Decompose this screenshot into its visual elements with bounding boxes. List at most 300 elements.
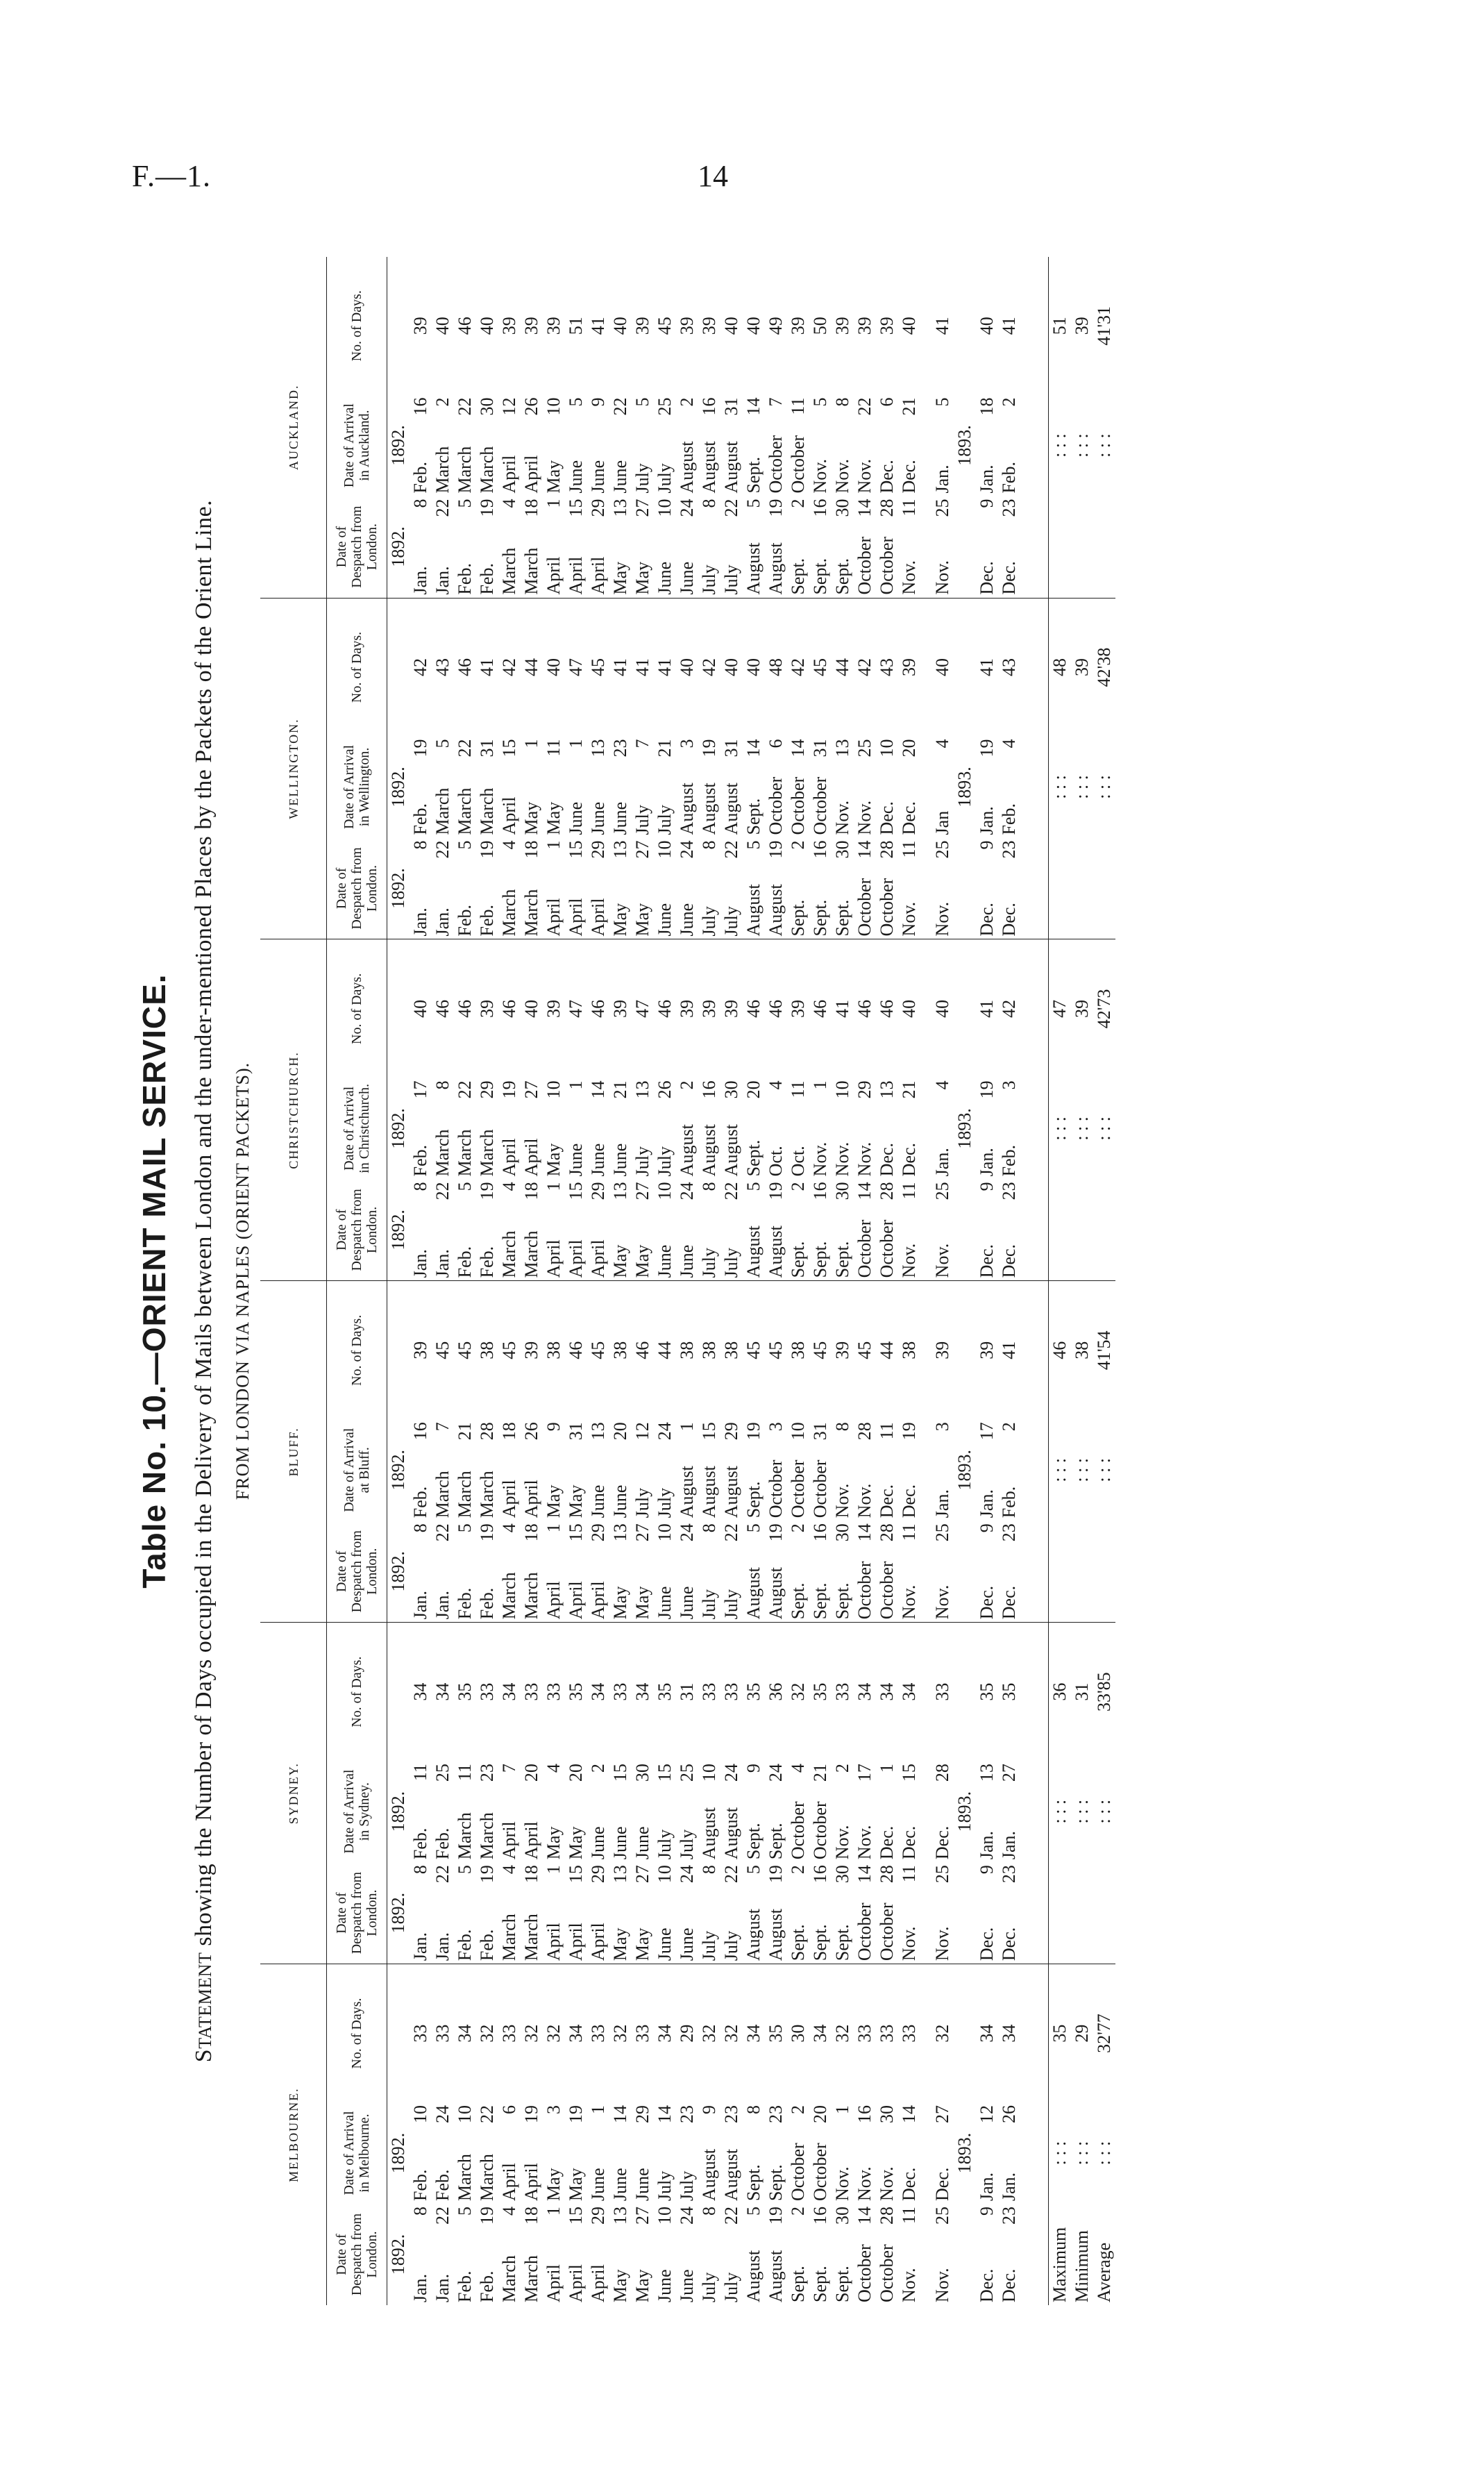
days-value: 38 xyxy=(787,1281,809,1419)
despatch-month: Sept. xyxy=(832,1241,852,1278)
days-value: 41 xyxy=(476,598,498,736)
despatch-month: Jan. xyxy=(432,1249,453,1278)
arrival-month: Jan. xyxy=(977,1148,997,1177)
arrival-day: 6 xyxy=(877,397,897,407)
despatch-month: Sept. xyxy=(788,1582,808,1620)
empty-cell xyxy=(1093,1862,1115,1894)
arrival-day: 11 xyxy=(543,739,564,757)
arrival-month: Feb. xyxy=(999,803,1019,835)
table-row xyxy=(720,257,743,2305)
despatch-day: 5 xyxy=(455,1523,475,1533)
despatch-day: 19 xyxy=(477,2207,497,2225)
despatch-month: Feb. xyxy=(477,2270,497,2302)
despatch-month: April xyxy=(588,898,608,937)
arrival-day: 2 xyxy=(999,1422,1019,1432)
arrival-column-header: Date of Arrival in Auckland. xyxy=(327,395,387,496)
despatch-month: April xyxy=(543,556,564,595)
despatch-day: 23 xyxy=(999,1182,1019,1200)
arrival-month: July xyxy=(655,1146,675,1177)
despatch-month: Jan. xyxy=(410,907,430,937)
days-value: 33 xyxy=(587,1964,609,2102)
days-value: 34 xyxy=(898,1623,920,1761)
summary-value: 41'54 xyxy=(1093,1281,1115,1419)
summary-value: 36 xyxy=(1049,1623,1072,1761)
empty-cell xyxy=(1093,1179,1115,1211)
route-caption: FROM LONDON VIA NAPLES (ORIENT PACKETS). xyxy=(233,1062,253,1500)
days-value: 40 xyxy=(676,598,698,736)
empty-cell xyxy=(1071,869,1093,939)
despatch-day: 24 xyxy=(677,1182,697,1200)
arrival-day: 9 xyxy=(743,1764,764,1773)
table-row xyxy=(832,257,854,2305)
table-row xyxy=(765,257,787,2305)
despatch-day: 19 xyxy=(477,840,497,859)
days-value: 40 xyxy=(477,317,497,335)
days-value: 40 xyxy=(521,939,543,1078)
arrival-day: 22 xyxy=(854,397,875,416)
days-cell-empty xyxy=(387,939,410,1078)
arrival-month: Nov. xyxy=(832,458,852,494)
despatch-day: 15 xyxy=(566,1182,586,1200)
despatch-day: 24 xyxy=(677,499,697,517)
despatch-day: 9 xyxy=(977,2207,997,2216)
despatch-day: 27 xyxy=(632,1865,652,1884)
days-value: 39 xyxy=(410,317,430,335)
row-gap xyxy=(920,257,931,2305)
arrival-column-header: Date of Arrival in Wellington. xyxy=(327,736,387,837)
despatch-month: April xyxy=(566,2264,586,2302)
despatch-day: 19 xyxy=(766,1865,786,1884)
summary-value: 32'77 xyxy=(1093,1964,1115,2102)
arrival-month: Feb. xyxy=(410,1827,430,1860)
arrival-month: Dec. xyxy=(899,2167,919,2201)
despatch-month: March xyxy=(499,889,519,937)
arrival-month: April xyxy=(521,1480,541,1518)
despatch-day: 8 xyxy=(410,499,430,508)
days-value: 39 xyxy=(787,939,809,1078)
arrival-month: March xyxy=(455,787,475,835)
gap-cell xyxy=(920,1521,931,1553)
days-value: 32 xyxy=(476,1964,498,2102)
summary-row xyxy=(1071,257,1093,2305)
despatch-month: March xyxy=(521,2255,541,2302)
arrival-day: 7 xyxy=(499,1764,519,1773)
despatch-day: 24 xyxy=(677,1523,697,1542)
days-value: 48 xyxy=(765,598,787,736)
arrival-day: 31 xyxy=(566,1422,586,1441)
despatch-day: 5 xyxy=(743,840,764,850)
despatch-day: 28 xyxy=(877,499,897,517)
despatch-day: 25 xyxy=(932,2207,952,2225)
despatch-day: 19 xyxy=(766,499,786,517)
days-value: 33 xyxy=(698,1623,720,1761)
despatch-day: 8 xyxy=(699,840,719,850)
days-value: 32 xyxy=(787,1623,809,1761)
despatch-day: 18 xyxy=(521,2207,541,2225)
despatch-month: October xyxy=(854,1219,875,1278)
summary-value: 38 xyxy=(1071,1281,1093,1419)
despatch-month: Nov. xyxy=(932,1584,952,1620)
arrival-day: 15 xyxy=(699,1422,719,1441)
despatch-month: May xyxy=(610,1586,630,1620)
spacer-cell xyxy=(1020,939,1049,1078)
arrival-month: Sept. xyxy=(743,1481,764,1518)
arrival-month: Sept. xyxy=(743,2164,764,2201)
days-value: 39 xyxy=(410,1281,432,1419)
despatch-day: 2 xyxy=(788,2207,808,2216)
despatch-month: Sept. xyxy=(832,899,852,937)
days-value: 33 xyxy=(432,1964,454,2102)
empty-cell xyxy=(1049,496,1072,528)
summary-value: 48 xyxy=(1049,598,1072,736)
arrival-month: Nov. xyxy=(832,1483,852,1518)
arrival-month: April xyxy=(521,1821,541,1860)
arrival-month: June xyxy=(566,460,586,494)
page-number: 14 xyxy=(698,159,728,193)
arrival-month: Nov. xyxy=(854,458,875,494)
despatch-month: Nov. xyxy=(932,1243,952,1278)
arrival-day: 21 xyxy=(455,1422,475,1441)
summary-dots: : : : xyxy=(1072,1116,1092,1141)
arrival-month: Jan xyxy=(932,810,952,835)
days-value: 39 xyxy=(677,317,697,335)
days-value: 45 xyxy=(454,1281,476,1419)
gap-cell xyxy=(920,1211,931,1281)
despatch-month: Sept. xyxy=(832,1582,852,1620)
summary-value: 29 xyxy=(1071,1964,1093,2102)
arrival-day: 19 xyxy=(899,1422,919,1441)
arrival-month: June xyxy=(588,1143,608,1177)
despatch-month: July xyxy=(721,2272,741,2302)
days-value: 34 xyxy=(498,1623,521,1761)
arrival-day: 20 xyxy=(743,1080,764,1099)
arrival-month: June xyxy=(588,801,608,835)
despatch-day: 23 xyxy=(999,840,1019,859)
despatch-month: July xyxy=(721,1589,741,1620)
days-value: 46 xyxy=(498,939,521,1078)
days-value: 45 xyxy=(809,598,832,736)
days-value: 35 xyxy=(454,1623,476,1761)
empty-cell xyxy=(1093,837,1115,869)
despatch-day: 25 xyxy=(932,499,952,517)
despatch-day: 8 xyxy=(699,499,719,508)
despatch-day: 27 xyxy=(632,2207,652,2225)
gap-cell xyxy=(920,1281,931,1419)
empty-cell xyxy=(1093,1211,1115,1281)
despatch-day: 19 xyxy=(766,1182,786,1200)
arrival-month: June xyxy=(632,2168,652,2201)
days-value: 41 xyxy=(932,317,952,335)
empty-cell xyxy=(1049,1553,1072,1623)
arrival-day: 16 xyxy=(699,1080,719,1099)
arrival-day: 5 xyxy=(632,397,652,407)
arrival-month: June xyxy=(610,1484,630,1518)
arrival-month: June xyxy=(588,460,608,494)
despatch-month: July xyxy=(699,1589,719,1620)
despatch-day: 14 xyxy=(854,840,875,859)
despatch-month: Sept. xyxy=(788,899,808,937)
arrival-month: May xyxy=(543,1484,564,1518)
arrival-month: Dec. xyxy=(932,2167,952,2201)
arrival-day: 31 xyxy=(810,1422,830,1441)
arrival-day: 4 xyxy=(932,1080,952,1090)
arrival-day: 29 xyxy=(477,1080,497,1099)
arrival-day: 21 xyxy=(610,1080,630,1099)
empty-cell xyxy=(1049,837,1072,869)
arrival-day: 13 xyxy=(588,1422,608,1441)
arrival-month: Jan. xyxy=(977,1830,997,1860)
despatch-day: 27 xyxy=(632,1182,652,1200)
year-label: 1892. xyxy=(388,1550,408,1592)
despatch-day: 10 xyxy=(655,1865,675,1884)
days-value: 33 xyxy=(476,1623,498,1761)
year-label: 1892. xyxy=(388,767,408,808)
arrival-day: 15 xyxy=(655,1764,675,1782)
despatch-day: 9 xyxy=(977,1865,997,1875)
days-value: 36 xyxy=(765,1623,787,1761)
arrival-month: Feb. xyxy=(410,462,430,494)
arrival-month: Nov. xyxy=(854,800,875,835)
arrival-month: June xyxy=(610,460,630,494)
summary-dots: : : : xyxy=(1049,736,1072,837)
days-value: 34 xyxy=(854,1623,876,1761)
despatch-day: 18 xyxy=(521,1865,541,1884)
arrival-day: 3 xyxy=(677,739,697,748)
arrival-day: 14 xyxy=(610,2105,630,2123)
despatch-day: 5 xyxy=(455,499,475,508)
gap-cell xyxy=(920,2236,931,2305)
days-value: 39 xyxy=(632,317,652,335)
arrival-month: April xyxy=(499,1138,519,1177)
arrival-day: 9 xyxy=(699,2105,719,2114)
despatch-day: 19 xyxy=(766,2207,786,2225)
summary-dots: : : : xyxy=(1072,1799,1092,1824)
empty-cell xyxy=(1071,528,1093,599)
arrival-day: 14 xyxy=(788,739,808,758)
spacer-cell xyxy=(1020,1419,1049,1451)
despatch-day: 22 xyxy=(432,2207,453,2225)
despatch-day: 9 xyxy=(977,1523,997,1533)
despatch-day: 2 xyxy=(788,1523,808,1533)
arrival-month: June xyxy=(588,2168,608,2201)
summary-dots: : : : xyxy=(1072,2141,1092,2166)
empty-cell xyxy=(954,837,976,869)
arrival-month: July xyxy=(677,1829,697,1860)
arrival-day: 2 xyxy=(677,397,697,407)
days-value: 34 xyxy=(809,1964,832,2102)
days-value: 45 xyxy=(854,1281,876,1419)
days-column-header: No. of Days. xyxy=(327,257,387,395)
despatch-day: 22 xyxy=(721,2207,741,2225)
days-value: 39 xyxy=(609,939,632,1078)
arrival-day: 1 xyxy=(566,739,586,748)
arrival-day: 1 xyxy=(521,739,541,748)
despatch-day: 15 xyxy=(566,1865,586,1884)
despatch-day: 9 xyxy=(977,1182,997,1191)
arrival-month: Sept. xyxy=(766,1823,786,1860)
summary-dots: : : : xyxy=(1094,433,1114,458)
arrival-day: 11 xyxy=(877,1422,897,1440)
arrival-month: August xyxy=(677,1124,697,1177)
despatch-day: 11 xyxy=(899,840,919,858)
arrival-day: 23 xyxy=(610,739,630,758)
despatch-month: Jan. xyxy=(432,566,453,595)
days-value: 38 xyxy=(698,1281,720,1419)
despatch-day: 14 xyxy=(854,2207,875,2225)
days-column-header: No. of Days. xyxy=(327,1623,387,1761)
arrival-day: 29 xyxy=(721,1422,741,1441)
gap-cell xyxy=(920,869,931,939)
arrival-day: 23 xyxy=(766,2105,786,2123)
arrival-month: Jan. xyxy=(932,1148,952,1177)
despatch-month: Feb. xyxy=(455,1246,475,1278)
days-cell-empty xyxy=(387,598,410,736)
days-value: 32 xyxy=(832,1964,854,2102)
summary-dots: : : : xyxy=(1094,1116,1114,1141)
days-cell-empty xyxy=(954,1623,976,1761)
arrival-day: 10 xyxy=(543,397,564,416)
days-value: 39 xyxy=(698,939,720,1078)
days-value: 46 xyxy=(876,939,898,1078)
despatch-month: April xyxy=(566,556,586,595)
region-header: CHRISTCHURCH. xyxy=(260,939,327,1281)
despatch-day: 29 xyxy=(588,1865,608,1884)
arrival-day: 29 xyxy=(632,2105,652,2123)
spacer-cell xyxy=(1020,1894,1049,1964)
arrival-day: 31 xyxy=(477,739,497,758)
despatch-month: Feb. xyxy=(477,1587,497,1620)
days-value: 33 xyxy=(854,1964,876,2102)
arrival-day: 16 xyxy=(854,2105,875,2123)
arrival-month: March xyxy=(455,2154,475,2201)
arrival-month: July xyxy=(655,2170,675,2201)
arrival-day: 10 xyxy=(543,1080,564,1099)
despatch-day: 27 xyxy=(632,840,652,859)
arrival-month: Sept. xyxy=(743,456,764,494)
region-header: WELLINGTON. xyxy=(260,598,327,939)
arrival-day: 23 xyxy=(477,1764,497,1782)
despatch-day: 11 xyxy=(899,1182,919,1200)
days-value: 42 xyxy=(498,598,521,736)
despatch-month: April xyxy=(588,1239,608,1278)
gap-cell xyxy=(920,395,931,427)
despatch-month: Jan. xyxy=(432,1932,453,1961)
despatch-day: 22 xyxy=(721,499,741,517)
despatch-day: 30 xyxy=(832,499,852,517)
arrival-day: 4 xyxy=(543,1764,564,1773)
arrival-month: March xyxy=(432,1471,453,1518)
summary-dots: : : : xyxy=(1049,2102,1072,2204)
despatch-day: 25 xyxy=(932,1523,952,1542)
despatch-month: August xyxy=(766,1225,786,1278)
table-row xyxy=(498,257,521,2305)
arrival-day: 31 xyxy=(810,739,830,758)
despatch-month: May xyxy=(632,561,652,595)
despatch-month: April xyxy=(543,2264,564,2302)
despatch-day: 13 xyxy=(610,1182,630,1200)
despatch-day: 16 xyxy=(810,1182,830,1200)
days-value: 46 xyxy=(454,939,476,1078)
arrival-day: 28 xyxy=(854,1422,875,1441)
despatch-day: 19 xyxy=(477,1182,497,1200)
table-subtitle: STATEMENT showing the Number of Days occupied in the Delivery of Mails between London and the under-mentioned Places by the Packets of the Orient Line. xyxy=(191,499,217,2063)
arrival-month: May xyxy=(543,801,564,835)
arrival-day: 17 xyxy=(854,1764,875,1782)
arrival-day: 31 xyxy=(721,739,741,758)
rotated-table-block xyxy=(135,222,1281,2340)
despatch-day: 28 xyxy=(877,840,897,859)
days-value: 41 xyxy=(632,598,654,736)
summary-row xyxy=(1049,257,1072,2305)
empty-cell xyxy=(954,1179,976,1211)
days-value: 33 xyxy=(898,1964,920,2102)
days-value: 40 xyxy=(898,939,920,1078)
despatch-month: Dec. xyxy=(977,2268,997,2302)
days-value: 38 xyxy=(543,1281,565,1419)
despatch-month: Sept. xyxy=(810,1582,830,1620)
despatch-month: October xyxy=(877,1902,897,1961)
days-value: 49 xyxy=(766,317,786,335)
days-value: 39 xyxy=(877,317,897,335)
days-value: 40 xyxy=(721,317,741,335)
days-value: 32 xyxy=(931,1964,954,2102)
arrival-day: 11 xyxy=(455,1764,475,1782)
summary-value: 42'38 xyxy=(1093,598,1115,736)
arrival-month: April xyxy=(499,796,519,835)
arrival-day: 24 xyxy=(766,1764,786,1782)
despatch-month: Dec. xyxy=(977,903,997,937)
arrival-day: 11 xyxy=(788,397,808,415)
arrival-day: 23 xyxy=(677,2105,697,2123)
arrival-month: March xyxy=(477,1129,497,1177)
despatch-month: Nov. xyxy=(899,901,919,937)
despatch-month: June xyxy=(677,903,697,937)
days-value: 34 xyxy=(876,1623,898,1761)
despatch-day: 10 xyxy=(655,2207,675,2225)
arrival-day: 10 xyxy=(410,2105,430,2123)
days-value: 45 xyxy=(809,1281,832,1419)
arrival-day: 25 xyxy=(432,1764,453,1782)
arrival-month: June xyxy=(610,801,630,835)
arrival-month: August xyxy=(699,783,719,835)
despatch-day: 28 xyxy=(877,1865,897,1884)
days-value: 34 xyxy=(654,1964,676,2102)
arrival-month: August xyxy=(721,1807,741,1860)
arrival-day: 31 xyxy=(721,397,741,416)
region-header: MELBOURNE. xyxy=(260,1964,327,2305)
despatch-month: Dec. xyxy=(999,903,1019,937)
spacer-cell xyxy=(1020,1281,1049,1419)
arrival-month: March xyxy=(477,2154,497,2201)
days-cell-empty xyxy=(387,257,410,395)
arrival-month: Nov. xyxy=(854,1825,875,1860)
days-value: 42 xyxy=(787,598,809,736)
despatch-day: 29 xyxy=(588,840,608,859)
days-value: 30 xyxy=(787,1964,809,2102)
arrival-month: March xyxy=(455,1812,475,1860)
table-row xyxy=(676,257,698,2305)
arrival-day: 1 xyxy=(877,1764,897,1773)
days-value: 34 xyxy=(998,1964,1020,2102)
days-value: 33 xyxy=(931,1623,954,1761)
despatch-month: August xyxy=(766,1908,786,1961)
arrival-column-header: Date of Arrival in Melbourne. xyxy=(327,2102,387,2204)
arrival-day: 1 xyxy=(566,1080,586,1090)
arrival-month: June xyxy=(610,1143,630,1177)
days-value: 38 xyxy=(476,1281,498,1419)
arrival-month: Dec. xyxy=(877,460,897,494)
arrival-day: 30 xyxy=(477,397,497,416)
